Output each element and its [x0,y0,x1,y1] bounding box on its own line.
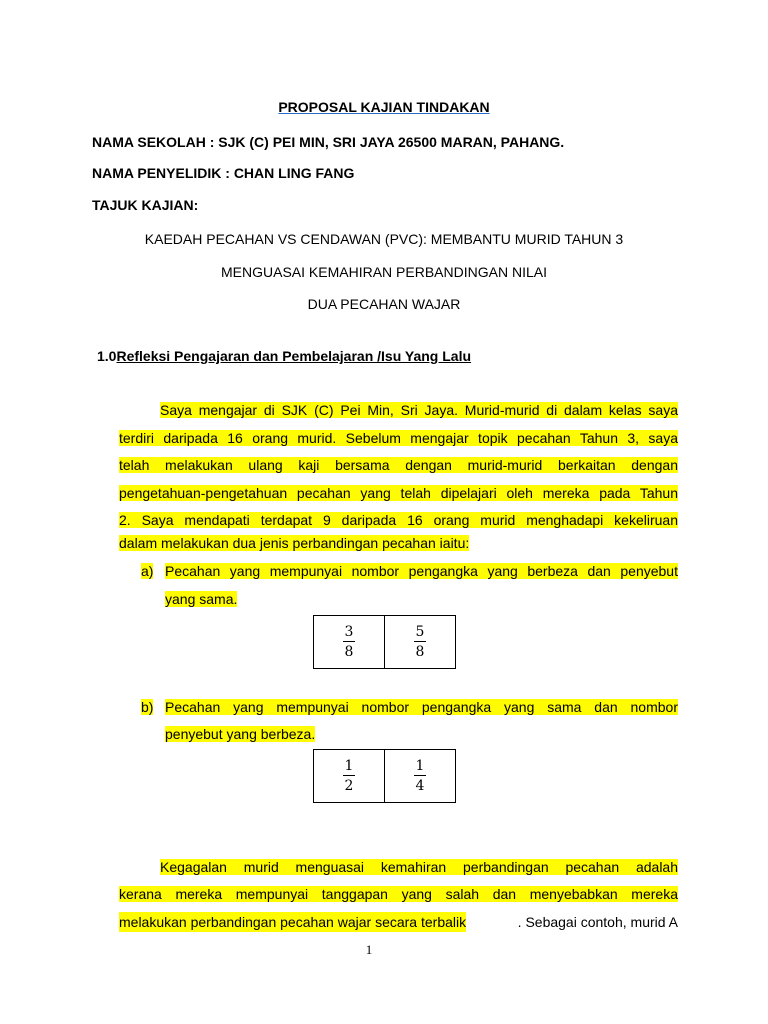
fraction-cell [385,750,456,803]
researcher-name: NAMA PENYELIDIK : CHAN LING FANG [92,165,355,181]
para1-line-2: terdiri daripada 16 orang murid. Sebelum mengajar topik pecahan Tahun 3, saya [119,430,678,446]
topic-line-1: KAEDAH PECAHAN VS CENDAWAN (PVC): MEMBANTU MURID TAHUN 3 [144,231,624,247]
para2-line-3 [119,912,678,932]
section-number: 1.0 [97,348,117,364]
item-b-marker: b) [141,699,154,715]
section-title: Refleksi Pengajaran dan Pembelajaran /Isu Yang Lalu [116,348,472,364]
topic-label: TAJUK KAJIAN: [92,197,199,213]
fraction-table-b [313,749,456,803]
topic-line-3: DUA PECAHAN WAJAR [307,296,461,312]
para2-line-2: kerana mereka mempunyai tanggapan yang salah dan menyebabkan mereka [119,886,678,902]
fraction: $\frac{1}{4}$ [415,757,425,794]
para1-line-6: dalam melakukan dua jenis perbandingan pecahan iaitu: [119,535,470,551]
fraction: $\frac{1}{2}$ [344,757,354,794]
page-number: 1 [365,942,373,957]
para2-line-3-highlighted: melakukan perbandingan pecahan wajar secara terbalik [119,914,467,930]
topic-line-2: MENGUASAI KEMAHIRAN PERBANDINGAN NILAI [221,264,547,280]
para2-line-3-rest: . Sebagai contoh, murid A [517,914,678,930]
para2-line-1: Kegagalan murid menguasai kemahiran perbandingan pecahan adalah [160,859,678,875]
fraction-cell [314,616,385,669]
fraction-cell [314,750,385,803]
fraction: $\frac{3}{8}$ [344,623,354,660]
fraction-cell [385,616,456,669]
item-b-line-1: Pecahan yang mempunyai nombor pengangka yang sama dan nombor [165,699,678,715]
item-a-marker: a) [141,563,154,579]
item-a-line-1: Pecahan yang mempunyai nombor pengangka yang berbeza dan penyebut [165,563,678,579]
fraction-table-a [313,615,456,669]
para1-line-3: telah melakukan ulang kaji bersama dengan murid-murid berkaitan dengan [119,457,678,473]
item-a-line-2: yang sama. [165,591,238,607]
para1-line-5: 2. Saya mendapati terdapat 9 daripada 16 orang murid menghadapi kekeliruan [119,512,678,528]
school-name: NAMA SEKOLAH : SJK (C) PEI MIN, SRI JAYA 26500 MARAN, PAHANG. [92,134,565,150]
para1-line-1: Saya mengajar di SJK (C) Pei Min, Sri Jaya. Murid-murid di dalam kelas saya [160,402,678,418]
section-heading [97,346,471,366]
item-b-line-2: penyebut yang berbeza. [165,726,316,742]
document-title: PROPOSAL KAJIAN TINDAKAN [278,99,490,115]
para1-line-4: pengetahuan-pengetahuan pecahan yang telah dipelajari oleh mereka pada Tahun [119,485,678,501]
fraction: $\frac{5}{8}$ [415,623,425,660]
